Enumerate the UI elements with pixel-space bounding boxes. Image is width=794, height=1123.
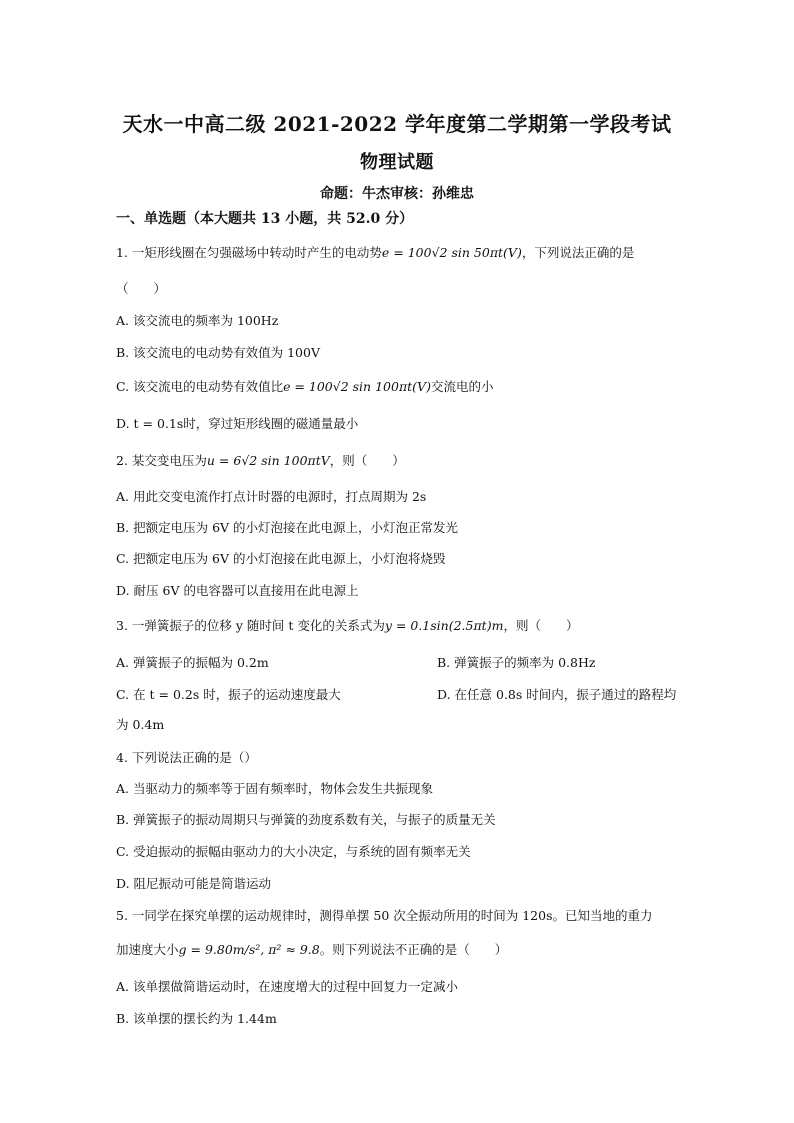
q3-option-d: D. 在任意 0.8s 时间内，振子通过的路程均 — [437, 687, 677, 702]
q2-formula: u = 6√2 sin 100πtV — [206, 453, 330, 468]
q1-option-a: A. 该交流电的频率为 100Hz — [116, 313, 279, 328]
q1-option-d: D. t = 0.1s时，穿过矩形线圈的磁通量最小 — [116, 416, 359, 431]
q5-option-a: A. 该单摆做简谐运动时，在速度增大的过程中回复力一定减小 — [116, 979, 458, 994]
q3-option-b: B. 弹簧振子的频率为 0.8Hz — [437, 655, 596, 670]
q1-text-a: 1. 一矩形线圈在匀强磁场中转动时产生的电动势 — [116, 245, 382, 260]
question-2-stem — [116, 451, 405, 469]
q3-option-a: A. 弹簧振子的振幅为 0.2m — [116, 655, 269, 670]
q4-option-b: B. 弹簧振子的振动周期只与弹簧的劲度系数有关，与振子的质量无关 — [116, 812, 496, 827]
q5-option-b: B. 该单摆的摆长约为 1.44m — [116, 1011, 277, 1026]
q2-option-a: A. 用此交变电流作打点计时器的电源时，打点周期为 2s — [116, 489, 427, 504]
q5-text-a: 加速度大小 — [116, 942, 179, 957]
q2-text-b: ，则（ ） — [329, 453, 405, 468]
q3-text-b: ，则（ ） — [503, 618, 579, 633]
section-heading: 一、单选题（本大题共 13 小题，共 52.0 分） — [116, 211, 414, 227]
q1-option-b: B. 该交流电的电动势有效值为 100V — [116, 345, 320, 360]
question-5-stem-line-2 — [116, 940, 507, 958]
q1-option-c — [116, 377, 493, 395]
q5-text-b: 。则下列说法不正确的是（ ） — [319, 942, 508, 957]
exam-title: 天水一中高二级 2021-2022 学年度第二学期第一学段考试 — [122, 112, 672, 136]
q4-option-d: D. 阻尼振动可能是简谐运动 — [116, 876, 272, 891]
question-4-stem: 4. 下列说法正确的是（） — [116, 750, 257, 765]
question-1-paren: （ ） — [116, 281, 167, 296]
question-1-stem — [116, 243, 634, 261]
authors-line: 命题：牛杰审核：孙维忠 — [320, 186, 474, 202]
q1-formula: e = 100√2 sin 50πt(V) — [381, 245, 522, 260]
question-3-stem — [116, 616, 578, 634]
exam-subtitle: 物理试题 — [360, 152, 434, 173]
q2-text-a: 2. 某交变电压为 — [116, 453, 207, 468]
q1-c-formula: e = 100√2 sin 100πt(V) — [283, 379, 431, 394]
q4-option-a: A. 当驱动力的频率等于固有频率时，物体会发生共振现象 — [116, 781, 433, 796]
q5-formula: g = 9.80m/s², π² ≈ 9.8 — [178, 942, 320, 957]
q1-c-text-a: C. 该交流电的电动势有效值比 — [116, 379, 284, 394]
q3-formula: y = 0.1sin(2.5πt)m — [384, 618, 504, 633]
question-5-stem: 5. 一同学在探究单摆的运动规律时，测得单摆 50 次全振动所用的时间为 120s。已知当地的重力 — [116, 908, 653, 923]
q3-text-a: 3. 一弹簧振子的位移 y 随时间 t 变化的关系式为 — [116, 618, 385, 633]
q2-option-b: B. 把额定电压为 6V 的小灯泡接在此电源上，小灯泡正常发光 — [116, 520, 459, 535]
q4-option-c: C. 受迫振动的振幅由驱动力的大小决定，与系统的固有频率无关 — [116, 844, 471, 859]
q1-text-b: ，下列说法正确的是 — [521, 245, 635, 260]
q1-c-text-b: 交流电的小 — [430, 379, 494, 394]
q3-option-d-continued: 为 0.4m — [116, 717, 165, 732]
q2-option-c: C. 把额定电压为 6V 的小灯泡接在此电源上，小灯泡将烧毁 — [116, 551, 446, 566]
q2-option-d: D. 耐压 6V 的电容器可以直接用在此电源上 — [116, 583, 359, 598]
q3-option-c: C. 在 t = 0.2s 时，振子的运动速度最大 — [116, 687, 341, 702]
